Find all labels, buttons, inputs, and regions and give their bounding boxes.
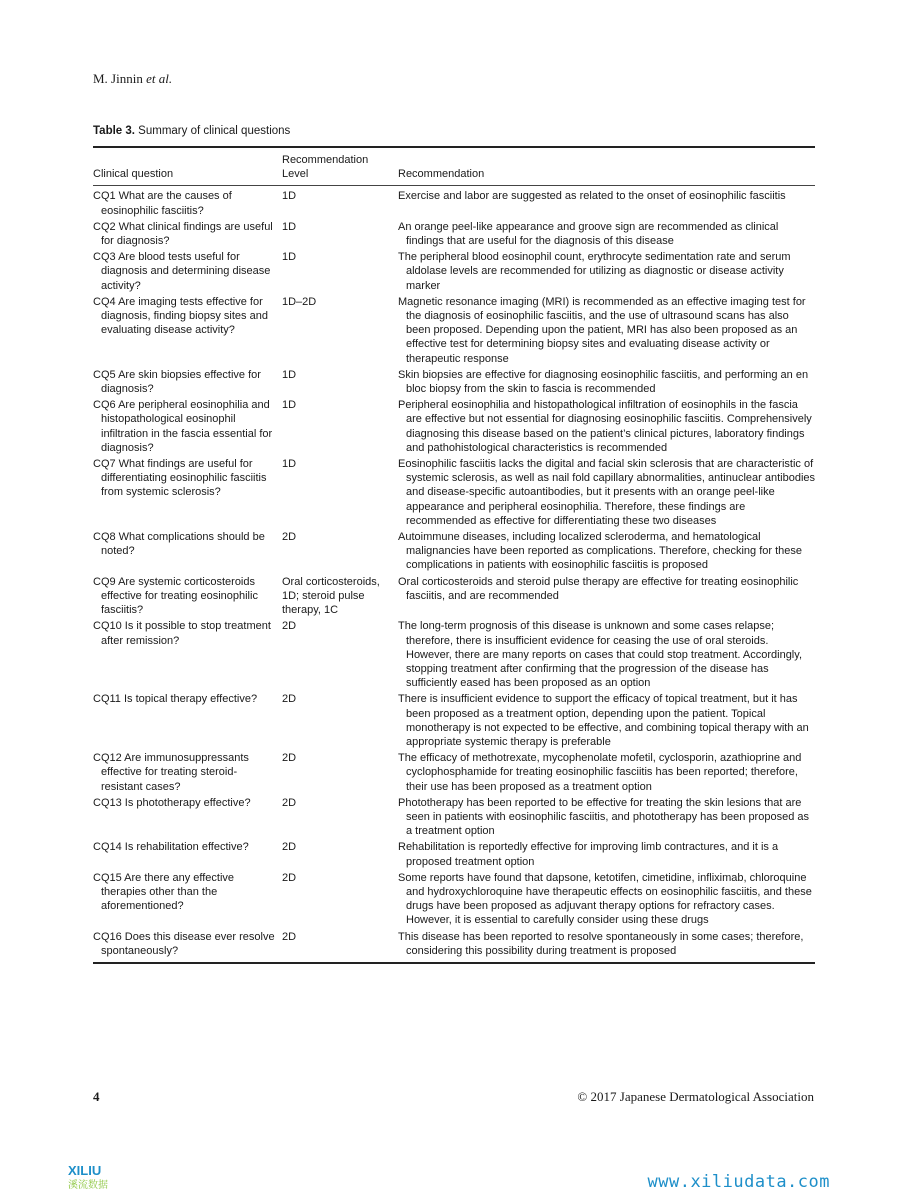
table-caption — [93, 125, 290, 137]
table-row — [93, 750, 815, 795]
cell-recommendation-level: 2D — [282, 752, 297, 765]
cell-recommendation: The long-term prognosis of this disease is unknown and some cases relapse; therefore, there is insufficient evidence for ceasing the use of oral steroids. However, there are many reports on cases that could stop treatment. Accordingly, stopping treatment after confirming that the progression of the disease has sufficiently eased has been proposed as an option — [398, 620, 802, 690]
table-body — [93, 186, 815, 962]
cell-recommendation: Phototherapy has been reported to be effective for treating the skin lesions that are seen in patients with eosinophilic fasciitis, and phototherapy has been proposed as a treatment option — [398, 796, 809, 838]
cell-clinical-question: CQ14 Is rehabilitation effective? — [93, 841, 249, 854]
cell-recommendation: The efficacy of methotrexate, mycophenolate mofetil, cyclosporin, azathioprine and cyclophosphamide for treating eosinophilic fasciitis has been reported; therefore, their use has been proposed as a treatment option — [398, 752, 802, 793]
header-clinical-question: Clinical question — [93, 148, 282, 186]
cell-clinical-question: CQ2 What clinical findings are useful for diagnosis? — [93, 220, 273, 248]
cell-recommendation: This disease has been reported to resolve spontaneously in some cases; therefore, considering this possibility during treatment is proposed — [398, 930, 804, 957]
table-row — [93, 367, 815, 397]
cell-recommendation-level: 2D — [282, 620, 297, 633]
cell-clinical-question: CQ13 Is phototherapy effective? — [93, 796, 251, 809]
cell-recommendation-level: 1D — [282, 368, 297, 381]
cell-clinical-question: CQ8 What complications should be noted? — [93, 531, 265, 558]
cell-clinical-question: CQ4 Are imaging tests effective for diagnosis, finding biopsy sites and evaluating disease activity? — [93, 295, 268, 337]
cell-clinical-question: CQ9 Are systemic corticosteroids effective for treating eosinophilic fasciitis? — [93, 575, 258, 617]
cell-clinical-question: CQ15 Are there any effective therapies other than the aforementioned? — [93, 871, 235, 913]
table-row — [93, 397, 815, 456]
table-header-row — [93, 148, 815, 186]
logo-subtitle: 溪流数据 — [68, 1180, 108, 1190]
cell-recommendation: Magnetic resonance imaging (MRI) is recommended as an effective imaging test for the diagnosis of eosinophilic fasciitis, and the use of ultrasound scans has also been proposed. Depending upon the patient, MRI has also been proposed as an effective test for determining biopsy sites and evaluating disease activity or therapeutic response — [398, 295, 806, 365]
table-row — [93, 456, 815, 529]
cell-recommendation-level: 2D — [282, 796, 297, 809]
cell-clinical-question: CQ3 Are blood tests useful for diagnosis and determining disease activity? — [93, 251, 271, 292]
cell-recommendation-level: Oral corticosteroids, 1D; steroid pulse therapy, 1C — [282, 575, 380, 617]
table-row — [93, 618, 815, 691]
cell-recommendation-level: 1D — [282, 251, 297, 264]
cell-clinical-question: CQ1 What are the causes of eosinophilic fasciitis? — [93, 190, 232, 217]
table-row — [93, 929, 815, 962]
header-recommendation-level — [282, 148, 398, 186]
cell-clinical-question: CQ6 Are peripheral eosinophilia and histopathological eosinophil infiltration in the fascia essential for diagnosis? — [93, 399, 273, 454]
cell-recommendation: The peripheral blood eosinophil count, erythrocyte sedimentation rate and serum aldolase levels are recommended for utilizing as diagnostic or disease activity marker — [398, 251, 791, 292]
table-row — [93, 294, 815, 367]
cell-recommendation-level: 2D — [282, 930, 297, 943]
header-level-line1: Recommendation — [282, 154, 369, 166]
clinical-questions-table — [93, 146, 815, 964]
cell-recommendation-level: 1D–2D — [282, 295, 317, 308]
table-row — [93, 795, 815, 840]
cell-clinical-question: CQ7 What findings are useful for differentiating eosinophilic fasciitis from systemic sclerosis? — [93, 458, 267, 499]
cell-recommendation: There is insufficient evidence to support the efficacy of topical treatment, but it has been proposed as a treatment option, depending upon the patient. Topical monotherapy is not expected to be effective, and combining topical therapy with an appropriate systemic therapy is preferable — [398, 693, 809, 748]
cell-recommendation-level: 1D — [282, 220, 297, 233]
xiliu-logo — [66, 1162, 146, 1190]
page-number: 4 — [93, 1089, 100, 1104]
table-row — [93, 186, 815, 219]
table-row — [93, 574, 815, 619]
running-head-authors: M. Jinnin — [93, 71, 143, 86]
cell-clinical-question: CQ5 Are skin biopsies effective for diagnosis? — [93, 368, 261, 396]
cell-recommendation-level: 2D — [282, 531, 297, 544]
cell-recommendation-level: 2D — [282, 693, 297, 706]
table-row — [93, 839, 815, 869]
cell-recommendation: Eosinophilic fasciitis lacks the digital and facial skin sclerosis that are characteristic of systemic sclerosis, as well as nail fold capillary abnormalities, antinuclear antibodies and disease-specific autoantibodies, but it presents with an orange peel-like appearance and peripheral eosinophilia. Therefore, these findings are recommended as effective for differentiating these two diseases — [398, 458, 816, 527]
header-level-line2: Level — [282, 168, 309, 181]
table-row — [93, 249, 815, 294]
watermark-url: www.xiliudata.com — [647, 1172, 830, 1192]
cell-clinical-question: CQ12 Are immunosuppressants effective for treating steroid-resistant cases? — [93, 752, 249, 793]
cell-recommendation: Rehabilitation is reportedly effective for improving limb contractures, and it is a proposed treatment option — [398, 841, 779, 868]
running-head-etal: et al. — [146, 71, 173, 86]
cell-recommendation: Autoimmune diseases, including localized scleroderma, and hematological malignancies have been reported as complications. Therefore, checking for these complications in patients with eosinophilic fasciitis is proposed — [398, 531, 803, 572]
cell-clinical-question: CQ11 Is topical therapy effective? — [93, 693, 258, 706]
cell-recommendation: An orange peel-like appearance and groove sign are recommended as clinical findings that are useful for the diagnosis of this disease — [398, 220, 779, 248]
cell-recommendation-level: 1D — [282, 190, 297, 203]
table-label: Table 3. — [93, 125, 135, 137]
cell-recommendation-level: 1D — [282, 399, 297, 412]
table-row — [93, 870, 815, 929]
cell-recommendation: Some reports have found that dapsone, ketotifen, cimetidine, infliximab, chloroquine and hydroxychloroquine have therapeutic effects on eosinophilic fasciitis, and these drugs have been proposed as adjuvant therapy options for refractory cases. However, it is essential to carefully consider using these drugs — [398, 871, 812, 927]
cell-recommendation: Skin biopsies are effective for diagnosing eosinophilic fasciitis, and performing an en bloc biopsy from the skin to fascia is recommended — [398, 368, 809, 396]
table-row — [93, 219, 815, 249]
cell-recommendation: Exercise and labor are suggested as related to the onset of eosinophilic fasciitis — [398, 190, 786, 203]
header-recommendation: Recommendation — [398, 148, 815, 186]
cell-recommendation: Oral corticosteroids and steroid pulse therapy are effective for treating eosinophilic fasciitis, and are recommended — [398, 575, 799, 602]
copyright-notice: © 2017 Japanese Dermatological Association — [577, 1089, 814, 1104]
cell-recommendation: Peripheral eosinophilia and histopathological infiltration of eosinophils in the fascia are effective but not essential for diagnosing eosinophilic fasciitis. Comprehensively diagnosing this disease based on the patient’s clinical pictures, laboratory findings and pathohistological characteristics is recommended — [398, 399, 812, 454]
cell-clinical-question: CQ10 Is it possible to stop treatment after remission? — [93, 620, 271, 647]
table-caption-text: Summary of clinical questions — [138, 125, 291, 137]
cell-recommendation-level: 2D — [282, 871, 297, 884]
cell-recommendation-level: 1D — [282, 458, 297, 471]
cell-recommendation-level: 2D — [282, 841, 297, 854]
cell-clinical-question: CQ16 Does this disease ever resolve spontaneously? — [93, 930, 275, 957]
table-row — [93, 691, 815, 750]
logo-wordmark: XILIU — [68, 1163, 102, 1178]
table-row — [93, 529, 815, 574]
running-head — [93, 71, 172, 87]
